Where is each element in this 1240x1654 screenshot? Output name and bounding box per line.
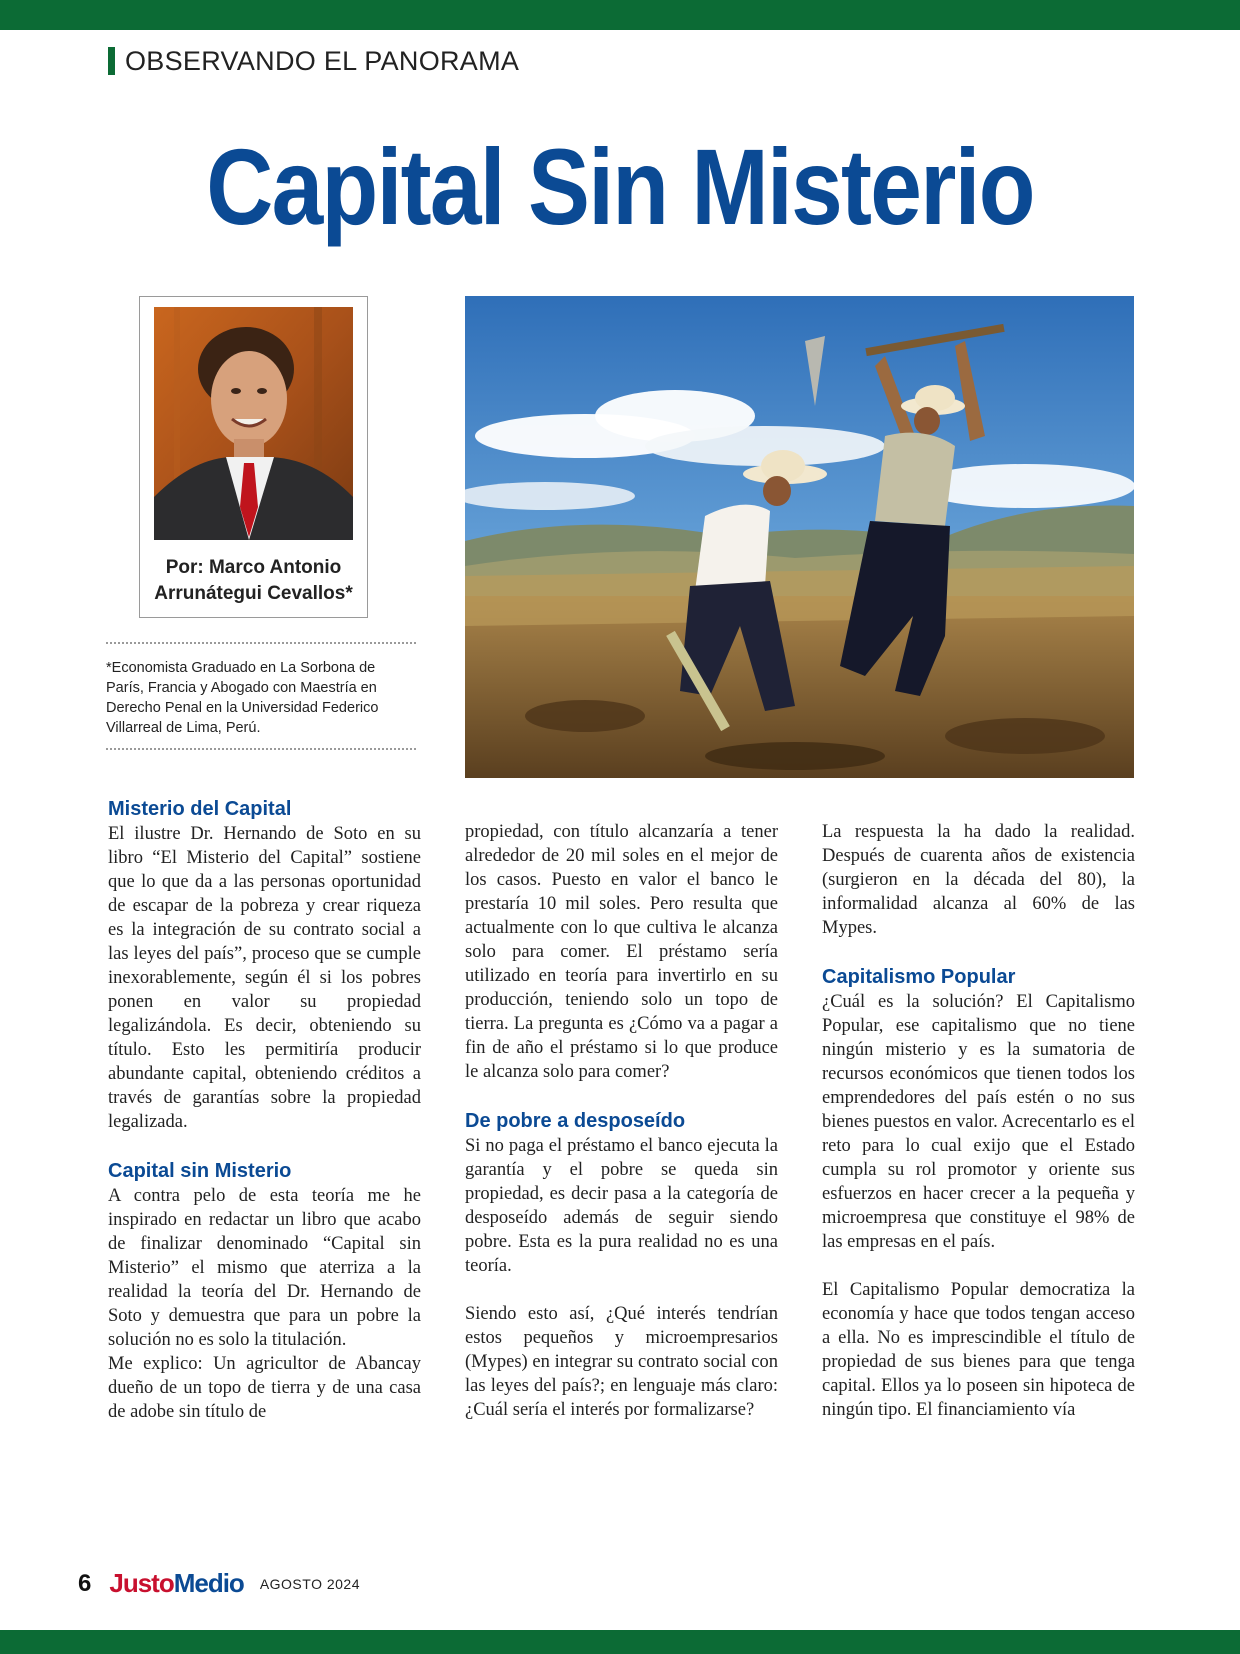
page-footer [78,1568,360,1599]
issue-date: AGOSTO 2024 [259,1575,360,1592]
paragraph: Me explico: Un agricultor de Abancay dueño de un topo de tierra y de una casa de adobe sin título de [108,1354,421,1422]
paragraph: Siendo esto así, ¿Qué interés tendrían estos pequeños y microempresarios (Mypes) en integrar su contrato social con las leyes del país?; en lenguaje más claro: ¿Cuál sería el interés por formalizarse? [465,1304,778,1420]
author-name [140,555,367,607]
article-column-3 [822,820,1135,1422]
paragraph: La respuesta la ha dado la realidad. Después de cuarenta años de existencia (surgieron en la década del 80), la informalidad alcanza al 60% de las Mypes. [822,822,1135,938]
brand-logo: JustoMedio [109,1568,244,1598]
paragraph: El Capitalismo Popular democratiza la economía y hace que todos tengan acceso a ella. No es imprescindible el título de propiedad de sus bienes para que tenga capital. Ellos ya lo poseen sin hipoteca de ningún tipo. El financiamiento vía [822,1280,1135,1420]
paragraph: propiedad, con título alcanzaría a tener alrededor de 20 mil soles en el mejor de los casos. Puesto en valor el banco le prestaría 10 mil soles. Pero resulta que actualmente con lo que cultiva le alcanza solo para comer. El préstamo sería utilizado en teoría para invertirlo en su producción, teniendo solo un topo de tierra. La pregunta es ¿Cómo va a pagar a fin de año el préstamo si lo que produce le alcanza solo para comer? [465,822,778,1082]
section-label: OBSERVANDO EL PANORAMA [125,45,520,76]
author-portrait [154,307,353,540]
section-marker [108,47,115,75]
subheading-de-pobre-a-desposeido: De pobre a desposeído [465,1110,686,1132]
section-tag [108,46,519,76]
paragraph: El ilustre Dr. Hernando de Soto en su libro “El Misterio del Capital” sostiene que lo que da a las personas oportunidad de escapar de la pobreza y crear riqueza es la integración de su contrato social a las leyes del país”, proceso que se cumple inexorablemente, según él si los pobres ponen en valor su propiedad legalizándola. Es decir, obteniendo su título. Esto les permitiría producir abundante capital, obteniendo créditos a través de garantías sobre la propiedad legalizada. [108,824,421,1132]
subheading-capitalismo-popular: Capitalismo Popular [822,966,1016,988]
author-bio: *Economista Graduado en La Sorbona de París, Francia y Abogado con Maestría en Derecho Penal en la Universidad Federico Villarreal de Lima, Perú. [106,642,416,750]
paragraph: A contra pelo de esta teoría me he inspirado en redactar un libro que acabo de finalizar denominado “Capital sin Misterio” el mismo que aterriza a la realidad la teoría del Dr. Hernando de Soto y demuestra que para un pobre la solución no es solo la titulación. [108,1186,421,1350]
article-column-1 [108,796,421,1424]
paragraph: Si no paga el préstamo el banco ejecuta la garantía y el pobre se queda sin propiedad, es decir pasa a la categoría de desposeído además de seguir siendo pobre. Esta es la pura realidad no es una teoría. [465,1136,778,1276]
top-green-bar [0,0,1240,30]
hero-photo-farmers [465,296,1134,778]
subheading-capital-sin-misterio: Capital sin Misterio [108,1160,292,1182]
subheading-misterio-del-capital: Misterio del Capital [108,798,292,820]
author-box [139,296,368,618]
page-number: 6 [78,1569,92,1597]
article-title: Capital Sin Misterio [206,126,1034,247]
article-column-2 [465,820,778,1422]
author-name-line1: Por: Marco Antonio [165,557,342,578]
author-name-line2: Arrunátegui Cevallos* [154,583,353,604]
bottom-green-bar [0,1630,1240,1654]
paragraph: ¿Cuál es la solución? El Capitalismo Popular, ese capitalismo que no tiene ningún misterio y es la sumatoria de recursos económicos que tienen todos los emprendedores del país estén o no sus bienes puestos en valor. Acrecentarlo es el reto para lo cual exijo que el Estado cumpla su rol promotor y oriente sus esfuerzos en hacer crecer a la pequeña y microempresa que constituye el 98% de las empresas en el país. [822,992,1135,1252]
